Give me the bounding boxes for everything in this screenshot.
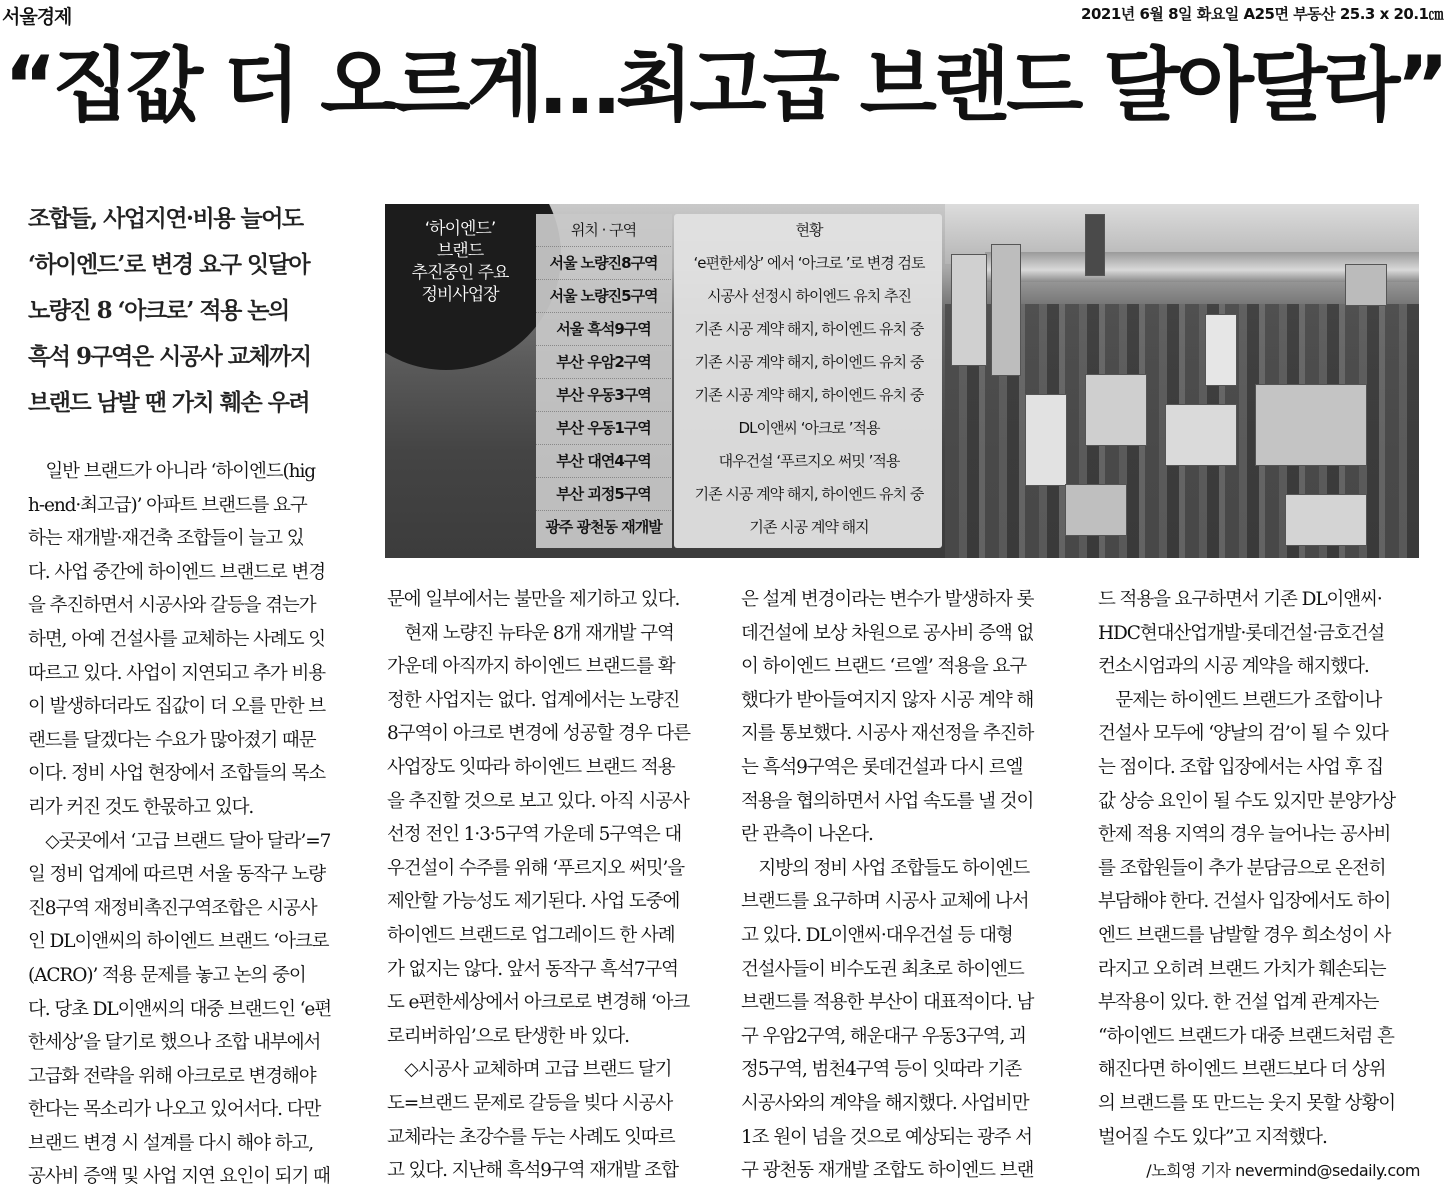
city-photo-building	[1255, 384, 1367, 466]
article-line: 공사비 증액 및 사업 지연 요인이 되기 때	[28, 1166, 330, 1188]
article-line: 사업장도 잇따라 하이엔드 브랜드 적용	[387, 756, 675, 778]
subhead-line: 브랜드 남발 땐 가치 훼손 우려	[28, 389, 310, 416]
article-line: 했다가 받아들여지지 않자 시공 계약 해	[741, 689, 1034, 711]
article-line: 지방의 정비 사업 조합들도 하이엔드	[741, 857, 1030, 879]
city-photo-building	[1065, 484, 1127, 536]
article-line: 엔드 브랜드를 남발할 경우 희소성이 사	[1098, 924, 1391, 946]
city-photo-building	[1025, 394, 1067, 486]
table-row	[536, 445, 946, 478]
row-location: 부산 우암2구역	[556, 353, 651, 371]
article-line: 문에 일부에서는 불만을 제기하고 있다.	[387, 589, 680, 610]
article-line: 1조 원이 넘을 것으로 예상되는 광주 서	[741, 1126, 1032, 1148]
headline: “집값 더 오르게…최고급 브랜드 달아달라”	[3, 39, 1446, 132]
graphic-title-line: 정비사업장	[421, 285, 499, 305]
article-column-4	[1098, 583, 1420, 1188]
table-header-row	[536, 214, 946, 247]
article-line: 는 흑석9구역은 롯데건설과 다시 르엘	[741, 756, 1023, 778]
article-line: 값 상승 요인이 될 수도 있지만 분양가상	[1098, 790, 1396, 812]
city-photo-building	[1345, 264, 1387, 306]
article-line: 한다는 목소리가 나오고 있어서다. 다만	[28, 1099, 321, 1121]
article-line: ◇시공사 교체하며 고급 브랜드 달기	[387, 1059, 672, 1081]
article-line: 건설사 모두에 ‘양날의 검’이 될 수 있다	[1098, 723, 1388, 745]
row-status: 대우건설 ‘푸르지오 써밋 ’적용	[718, 452, 900, 470]
table-row	[536, 313, 946, 346]
graphic-title	[385, 218, 535, 306]
article-line: 가운데 아직까지 하이엔드 브랜드를 확	[387, 656, 675, 678]
article-line: 부작용이 있다. 한 건설 업계 관계자는	[1098, 992, 1379, 1014]
subhead-line: ‘하이엔드’로 변경 요구 잇달아	[28, 251, 310, 278]
row-location: 서울 노량진5구역	[549, 287, 658, 305]
article-line: 고 있다. 지난해 흑석9구역 재개발 조합	[387, 1160, 678, 1182]
city-photo-building	[1285, 494, 1367, 546]
article-line: 한제 적용 지역의 경우 늘어나는 공사비	[1098, 824, 1391, 846]
article-line: ◇곳곳에서 ‘고급 브랜드 달아 달라’=7	[28, 830, 331, 852]
article-line: 를 조합원들이 추가 분담금으로 온전히	[1098, 857, 1386, 879]
city-photo-building	[1205, 314, 1237, 386]
row-location: 서울 흑석9구역	[556, 320, 651, 338]
article-line: 현재 노량진 뉴타운 8개 재개발 구역	[387, 622, 674, 644]
article-line: 한세상’을 달기로 했으나 조합 내부에서	[28, 1032, 321, 1054]
article-line: 이 발생하더라도 집값이 더 오를 만한 브	[28, 696, 326, 718]
article-line: 다. 사업 중간에 하이엔드 브랜드로 변경	[28, 561, 326, 583]
article-line: h-end·최고급)’ 아파트 브랜드를 요구	[28, 494, 307, 516]
article-line: 데건설에 보상 차원으로 공사비 증액 없	[741, 622, 1034, 644]
city-photo-building	[951, 254, 987, 366]
article-column-3	[741, 583, 1063, 1188]
article-line: 하는 재개발·재건축 조합들이 늘고 있	[28, 528, 304, 550]
article-line: HDC현대산업개발·롯데건설·금호건설	[1098, 622, 1385, 644]
row-status: 기존 시공 계약 해지, 하이엔드 유치 중	[694, 353, 924, 371]
article-line: “하이엔드 브랜드가 대중 브랜드처럼 흔	[1098, 1025, 1394, 1047]
issue-info: 2021년 6월 8일 화요일 A25면 부동산 25.3 x 20.1㎝	[1081, 5, 1443, 23]
article-line: 해진다면 하이엔드 브랜드보다 더 상위	[1098, 1059, 1386, 1081]
article-line: 고급화 전략을 위해 아크로로 변경해야	[28, 1065, 316, 1087]
article-line: 도 e편한세상에서 아크로로 변경해 ‘아크	[387, 992, 690, 1014]
article-line: 란 관측이 나온다.	[741, 824, 873, 846]
graphic-title-line: 브랜드	[436, 241, 484, 261]
row-status: 기존 시공 계약 해지, 하이엔드 유치 중	[694, 320, 924, 338]
graphic-title-line: 추진중인 주요	[411, 263, 509, 283]
city-photo-tower	[1085, 214, 1105, 276]
row-status: DL이앤씨 ‘아크로 ’적용	[738, 419, 880, 437]
row-status: 시공사 선정시 하이엔드 유치 추진	[707, 287, 911, 305]
article-line: 문제는 하이엔드 브랜드가 조합이나	[1098, 689, 1382, 711]
masthead	[0, 0, 1449, 26]
row-status: ‘e편한세상’ 에서 ‘아크로 ’로 변경 검토	[693, 254, 925, 272]
article-line: 을 추진하면서 시공사와 갈등을 겪는가	[28, 595, 316, 617]
article-line: 부담해야 한다. 건설사 입장에서도 하이	[1098, 891, 1391, 913]
article-line: 하면, 아예 건설사를 교체하는 사례도 잇	[28, 628, 326, 650]
table-row	[536, 247, 946, 280]
table-row	[536, 346, 946, 379]
article-line: 브랜드 변경 시 설계를 다시 해야 하고,	[28, 1132, 314, 1154]
article-line: 다. 당초 DL이앤씨의 대중 브랜드인 ‘e편	[28, 998, 332, 1020]
row-location: 부산 대연4구역	[556, 452, 651, 470]
article-line: 의 브랜드를 또 만드는 웃지 못할 상황이	[1098, 1092, 1396, 1114]
article-line: 로리버하임’으로 탄생한 바 있다.	[387, 1025, 629, 1047]
table-header-status: 현황	[795, 221, 823, 239]
subhead-line: 노량진 8 ‘아크로’ 적용 논의	[28, 297, 289, 324]
article-column-1	[28, 455, 350, 1194]
article-line: 벌어질 수도 있다”고 지적했다.	[1098, 1126, 1327, 1148]
article-line: 인 DL이앤씨의 하이엔드 브랜드 ‘아크로	[28, 931, 329, 953]
city-photo-building	[991, 244, 1021, 376]
article-line: 고 있다. DL이앤씨·대우건설 등 대형	[741, 924, 1013, 946]
article-line: 8구역이 아크로 변경에 성공할 경우 다른	[387, 723, 690, 745]
article-line: 브랜드를 적용한 부산이 대표적이다. 남	[741, 992, 1034, 1014]
row-location: 부산 우동1구역	[556, 419, 651, 437]
table-row	[536, 511, 946, 544]
row-location: 서울 노량진8구역	[549, 254, 658, 272]
article-line: 선정 전인 1·3·5구역 가운데 5구역은 대	[387, 824, 682, 846]
row-status: 기존 시공 계약 해지	[749, 518, 869, 536]
article-line: 제안할 가능성도 제기된다. 사업 도중에	[387, 891, 680, 913]
article-line: 하이엔드 브랜드로 업그레이드 한 사례	[387, 924, 675, 946]
article-line: 브랜드를 요구하며 시공사 교체에 나서	[741, 891, 1029, 913]
article-line: 따르고 있다. 사업이 지연되고 추가 비용	[28, 662, 326, 684]
article-line: 가 없지는 않다. 앞서 동작구 흑석7구역	[387, 958, 678, 980]
row-location: 부산 우동3구역	[556, 386, 651, 404]
article-line: 적용을 협의하면서 사업 속도를 낼 것이	[741, 790, 1034, 812]
article-line: 시공사와의 계약을 해지했다. 사업비만	[741, 1092, 1029, 1114]
article-line: 정한 사업지는 없다. 업계에서는 노량진	[387, 689, 680, 711]
table-header-location: 위치 · 구역	[570, 221, 637, 239]
subhead-line: 조합들, 사업지연·비용 늘어도	[28, 205, 303, 232]
article-line: 일 정비 업계에 따르면 서울 동작구 노량	[28, 864, 326, 886]
graphic-title-line: ‘하이엔드’	[424, 219, 496, 239]
article-line: 지를 통보했다. 시공사 재선정을 추진하	[741, 723, 1034, 745]
article-line: 드 적용을 요구하면서 기존 DL이앤씨·	[1098, 589, 1382, 610]
table-row	[536, 280, 946, 313]
article-line: 정5구역, 범천4구역 등이 잇따라 기존	[741, 1059, 1022, 1081]
table-row	[536, 379, 946, 412]
article-line: 이다. 정비 사업 현장에서 조합들의 목소	[28, 763, 326, 785]
article-column-2	[387, 583, 709, 1188]
article-line: 교체라는 초강수를 두는 사례도 잇따르	[387, 1126, 675, 1148]
city-photo-building	[1085, 374, 1147, 446]
article-line: 도=브랜드 문제로 갈등을 빚다 시공사	[387, 1092, 673, 1114]
article-line: 구 우암2구역, 해운대구 우동3구역, 괴	[741, 1025, 1026, 1047]
article-line: 랜드를 달겠다는 수요가 많아졌기 때문	[28, 729, 316, 751]
article-line: 는 점이다. 조합 입장에서는 사업 후 집	[1098, 756, 1384, 778]
project-table	[536, 214, 946, 544]
row-status: 기존 시공 계약 해지, 하이엔드 유치 중	[694, 386, 924, 404]
paper-name: 서울경제	[2, 6, 72, 28]
article-line: 진8구역 재정비촉진구역조합은 시공사	[28, 897, 317, 919]
article-line: 우건설이 수주를 위해 ‘푸르지오 써밋’을	[387, 857, 685, 879]
table-row	[536, 478, 946, 511]
infographic	[385, 204, 1419, 558]
article-line: 구 광천동 재개발 조합도 하이엔드 브랜	[741, 1160, 1034, 1182]
subheads	[28, 196, 348, 426]
subhead-line: 흑석 9구역은 시공사 교체까지	[28, 343, 311, 370]
row-location: 부산 괴정5구역	[556, 485, 651, 503]
row-location: 광주 광천동 재개발	[545, 518, 662, 536]
article-line: 을 추진할 것으로 보고 있다. 아직 시공사	[387, 790, 689, 812]
article-line: 라지고 오히려 브랜드 가치가 훼손되는	[1098, 958, 1386, 980]
table-row	[536, 412, 946, 445]
article-line: 일반 브랜드가 아니라 ‘하이엔드(hig	[28, 461, 316, 482]
article-line: 이 하이엔드 브랜드 ‘르엘’ 적용을 요구	[741, 656, 1027, 678]
article-line: (ACRO)’ 적용 문제를 놓고 논의 중이	[28, 964, 306, 986]
article-line: 컨소시엄과의 시공 계약을 해지했다.	[1098, 656, 1369, 678]
article-line: 은 설계 변경이라는 변수가 발생하자 롯	[741, 589, 1034, 610]
article-line: 건설사들이 비수도권 최초로 하이엔드	[741, 958, 1024, 980]
row-status: 기존 시공 계약 해지, 하이엔드 유치 중	[694, 485, 924, 503]
byline: /노희영 기자 nevermind@sedaily.com	[1146, 1161, 1420, 1181]
city-photo-building	[1165, 404, 1237, 466]
article-line: 리가 커진 것도 한몫하고 있다.	[28, 796, 254, 818]
